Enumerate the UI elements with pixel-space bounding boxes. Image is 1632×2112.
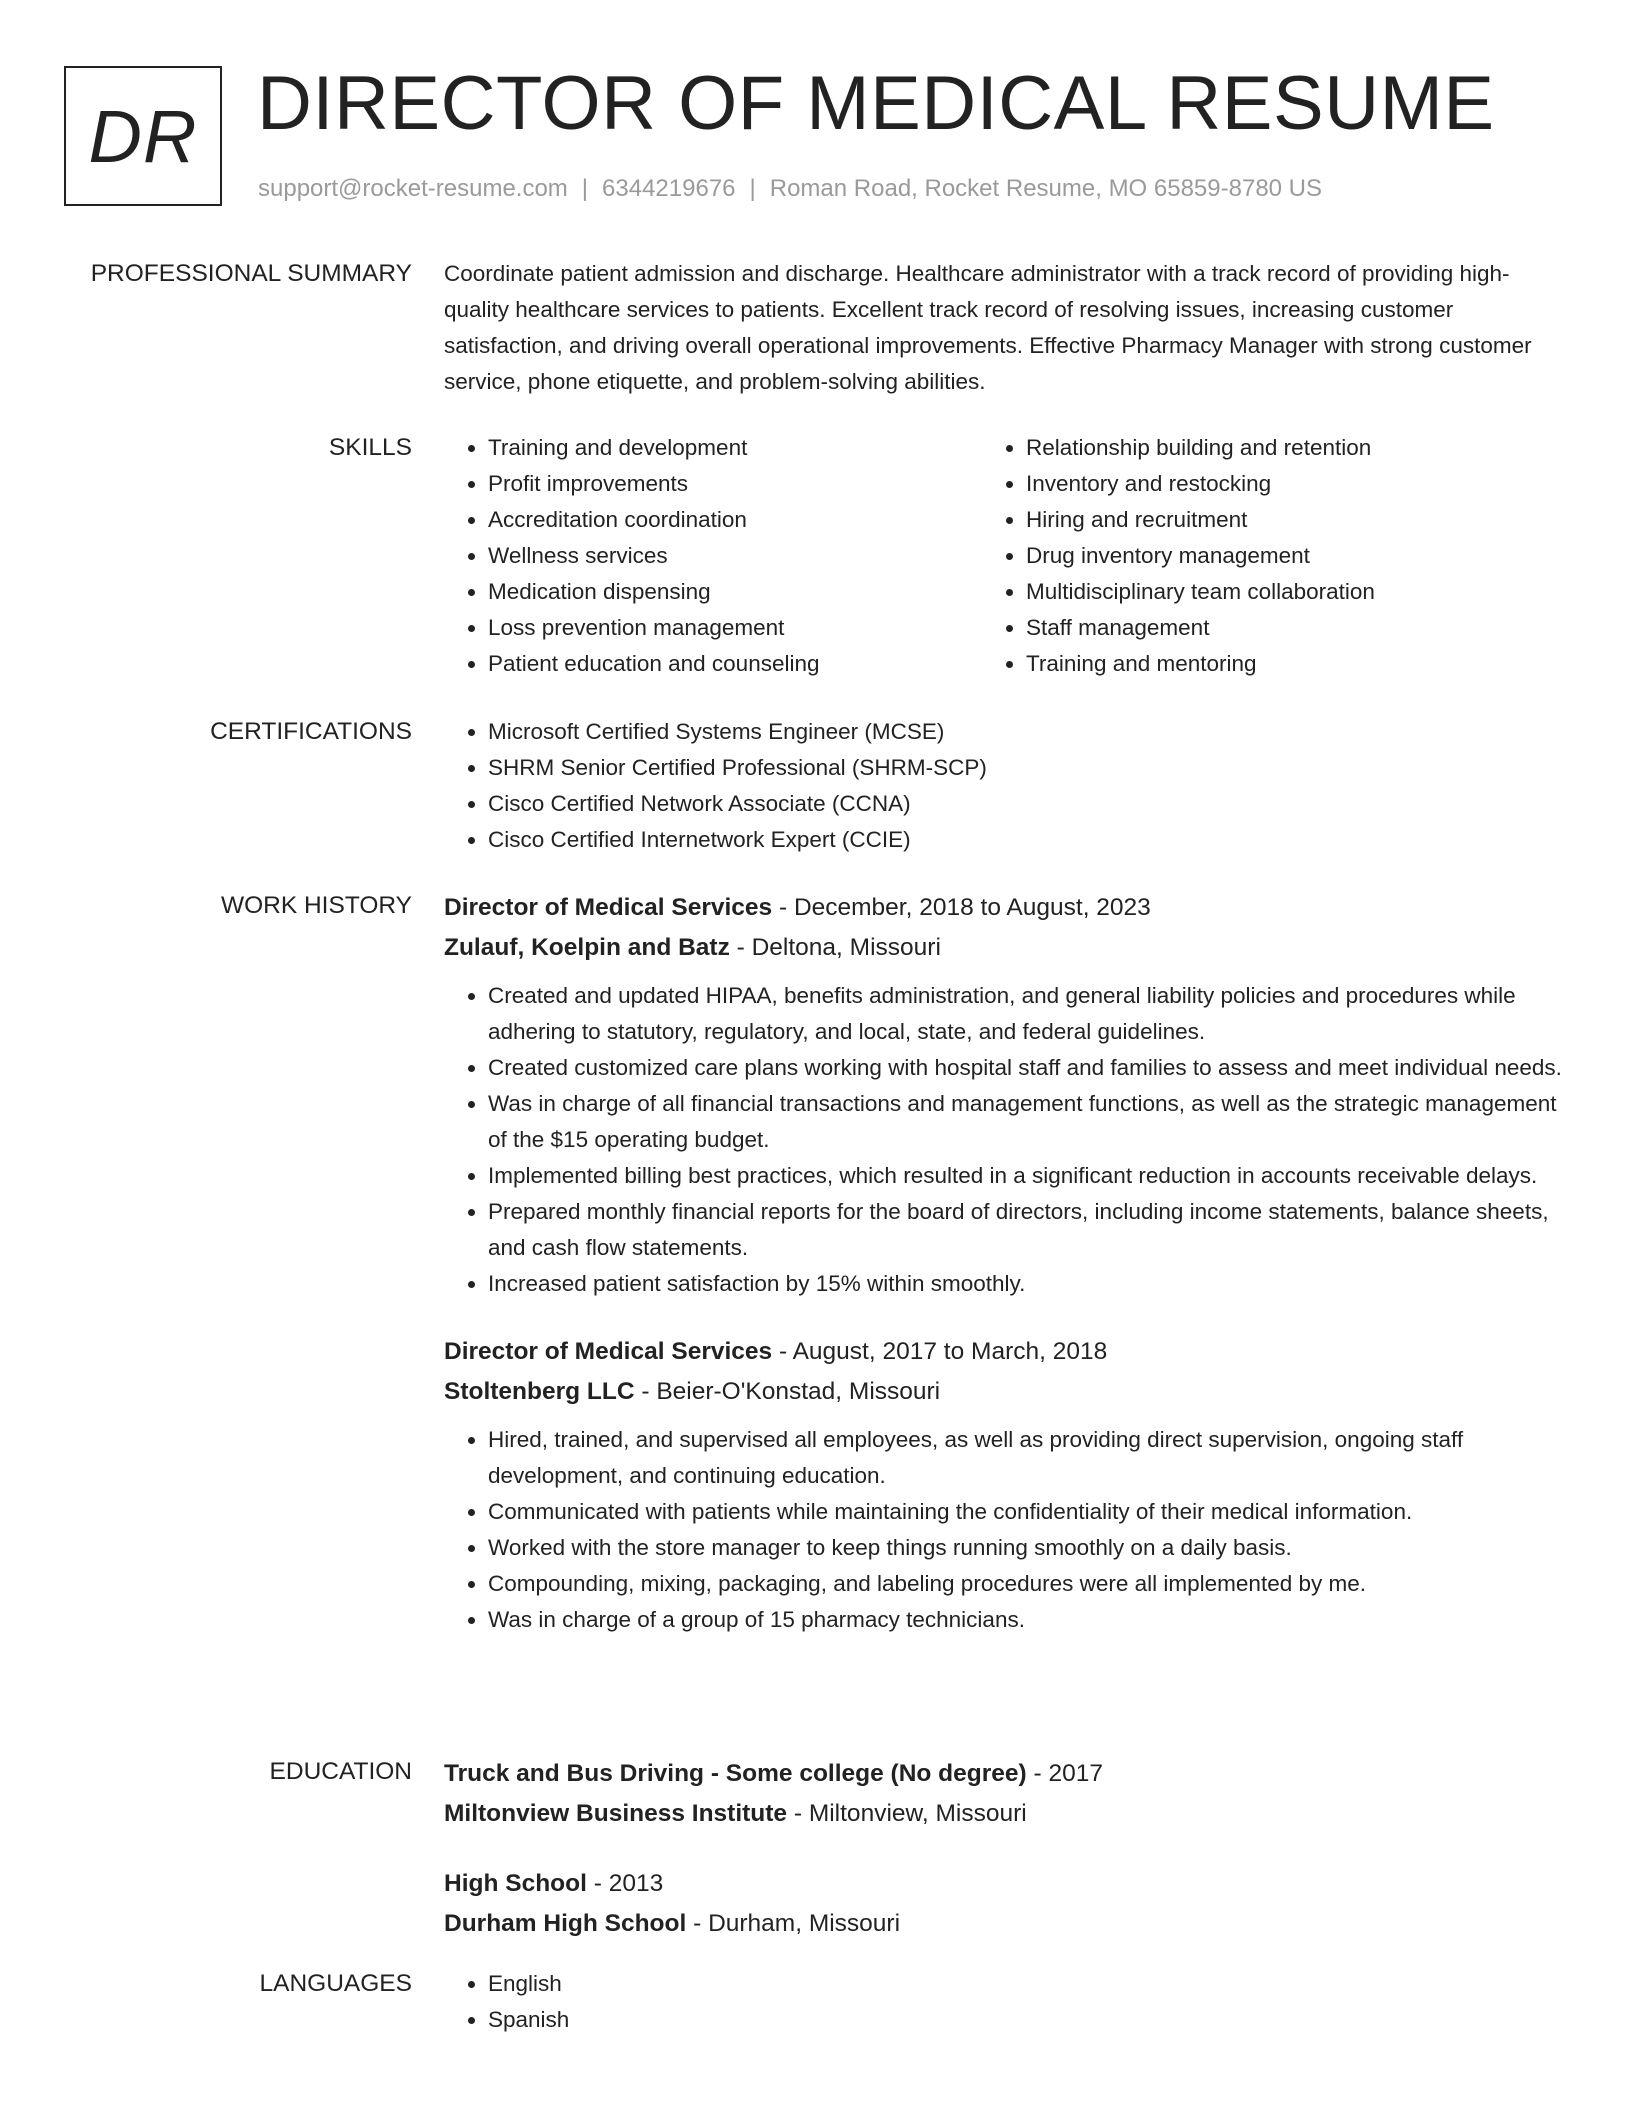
skill-item: • Staff management [1026, 610, 1564, 646]
certification-item: • Cisco Certified Internetwork Expert (CCIE) [488, 822, 1564, 858]
education-degree-line [444, 1864, 1564, 1904]
education-content [444, 1754, 1564, 1944]
job-location: - Beier-O'Konstad, Missouri [634, 1378, 941, 1405]
education-entry [444, 1864, 1564, 1944]
job-bullet: • Implemented billing best practices, which resulted in a significant reduction in accounts receivable delays. [488, 1158, 1564, 1194]
job-company: Zulauf, Koelpin and Batz [444, 934, 730, 961]
job-title: Director of Medical Services [444, 1338, 773, 1365]
monogram-badge: DR [64, 66, 222, 206]
education-degree-line [444, 1754, 1564, 1794]
contact-separator: | [749, 175, 756, 202]
job-dates: - August, 2017 to March, 2018 [772, 1338, 1108, 1365]
skills-columns [444, 430, 1564, 682]
education-entry [444, 1754, 1564, 1834]
certifications-list [444, 714, 1564, 858]
education-location: - Miltonview, Missouri [787, 1800, 1027, 1827]
section-label-languages: LANGUAGES [259, 1970, 412, 1997]
language-item: • Spanish [488, 2002, 1564, 2038]
job-company: Stoltenberg LLC [444, 1378, 635, 1405]
job-bullet: • Created and updated HIPAA, benefits administration, and general liability policies and procedures while adhering to statutory, regulatory, and local, state, and federal guidelines. [488, 978, 1564, 1050]
certifications-content [444, 714, 1564, 858]
contact-address: Roman Road, Rocket Resume, MO 65859-8780 US [769, 175, 1323, 202]
education-year: - 2017 [1026, 1760, 1103, 1787]
section-label-summary: PROFESSIONAL SUMMARY [90, 260, 412, 287]
contact-separator: | [581, 175, 589, 202]
skill-item: • Relationship building and retention [1026, 430, 1564, 466]
job-dates: - December, 2018 to August, 2023 [772, 894, 1151, 921]
job-bullet: • Was in charge of all financial transactions and management functions, as well as the strategic management of the $15 operating budget. [488, 1086, 1564, 1158]
job-bullet: • Hired, trained, and supervised all employees, as well as providing direct supervision, ongoing staff development, and continuing education. [488, 1422, 1564, 1494]
education-year: - 2013 [586, 1870, 664, 1897]
skill-item: • Profit improvements [488, 466, 1026, 502]
skill-item: • Training and mentoring [1026, 646, 1564, 682]
education-location: - Durham, Missouri [686, 1910, 901, 1937]
contact-line [258, 175, 1322, 203]
section-label-skills: SKILLS [328, 434, 412, 461]
job-entry [444, 888, 1564, 1302]
job-title-line [444, 888, 1564, 928]
section-label-education: EDUCATION [269, 1758, 412, 1785]
education-degree: Truck and Bus Driving - Some college (No degree) [444, 1760, 1027, 1787]
job-entry [444, 1332, 1564, 1638]
job-title-line [444, 1332, 1564, 1372]
skill-item: • Patient education and counseling [488, 646, 1026, 682]
section-label-certifications: CERTIFICATIONS [210, 718, 412, 745]
skill-item: • Drug inventory management [1026, 538, 1564, 574]
skill-item: • Loss prevention management [488, 610, 1026, 646]
job-bullet: • Prepared monthly financial reports for the board of directors, including income statements, balance sheets, and cash flow statements. [488, 1194, 1564, 1266]
languages-list [444, 1966, 1564, 2038]
skill-item: • Training and development [488, 430, 1026, 466]
languages-content [444, 1966, 1564, 2038]
certification-item: • Cisco Certified Network Associate (CCNA) [488, 786, 1564, 822]
certification-item: • Microsoft Certified Systems Engineer (MCSE) [488, 714, 1564, 750]
language-item: • English [488, 1966, 1564, 2002]
job-bullet: • Worked with the store manager to keep things running smoothly on a daily basis. [488, 1530, 1564, 1566]
job-title: Director of Medical Services [444, 894, 773, 921]
education-school-line [444, 1904, 1564, 1944]
job-bullet: • Created customized care plans working with hospital staff and families to assess and meet individual needs. [488, 1050, 1564, 1086]
skill-item: • Wellness services [488, 538, 1026, 574]
skill-item: • Multidisciplinary team collaboration [1026, 574, 1564, 610]
resume-title: DIRECTOR OF MEDICAL RESUME [257, 61, 1495, 146]
contact-phone[interactable]: 6344219676 [602, 175, 736, 202]
job-bullets [444, 978, 1564, 1302]
skills-list-left [444, 430, 1026, 682]
education-school-line [444, 1794, 1564, 1834]
education-degree: High School [444, 1870, 587, 1897]
summary-text: Coordinate patient admission and discharge. Healthcare administrator with a track record of providing high-quality healthcare services to patients. Excellent track record of resolving issues, increasing customer satisfaction, and driving overall operational improvements. Effective Pharmacy Manager with strong customer service, phone etiquette, and problem-solving abilities. [444, 261, 1532, 394]
section-label-work-history: WORK HISTORY [220, 892, 412, 919]
job-company-line [444, 1372, 1564, 1412]
education-school: Miltonview Business Institute [444, 1800, 788, 1827]
job-bullet: • Compounding, mixing, packaging, and labeling procedures were all implemented by me. [488, 1566, 1564, 1602]
skill-item: • Inventory and restocking [1026, 466, 1564, 502]
work-history-content [444, 888, 1564, 1638]
job-company-line [444, 928, 1564, 968]
skill-item: • Medication dispensing [488, 574, 1026, 610]
education-school: Durham High School [444, 1910, 687, 1937]
skill-item: • Hiring and recruitment [1026, 502, 1564, 538]
contact-email[interactable]: support@rocket-resume.com [258, 175, 568, 202]
job-bullet: • Communicated with patients while maintaining the confidentiality of their medical information. [488, 1494, 1564, 1530]
job-bullet: • Was in charge of a group of 15 pharmacy technicians. [488, 1602, 1564, 1638]
job-bullet: • Increased patient satisfaction by 15% within smoothly. [488, 1266, 1564, 1302]
job-bullets [444, 1422, 1564, 1638]
skills-list-right [1026, 430, 1564, 682]
skill-item: • Accreditation coordination [488, 502, 1026, 538]
job-location: - Deltona, Missouri [729, 934, 941, 961]
certification-item: • SHRM Senior Certified Professional (SHRM-SCP) [488, 750, 1564, 786]
